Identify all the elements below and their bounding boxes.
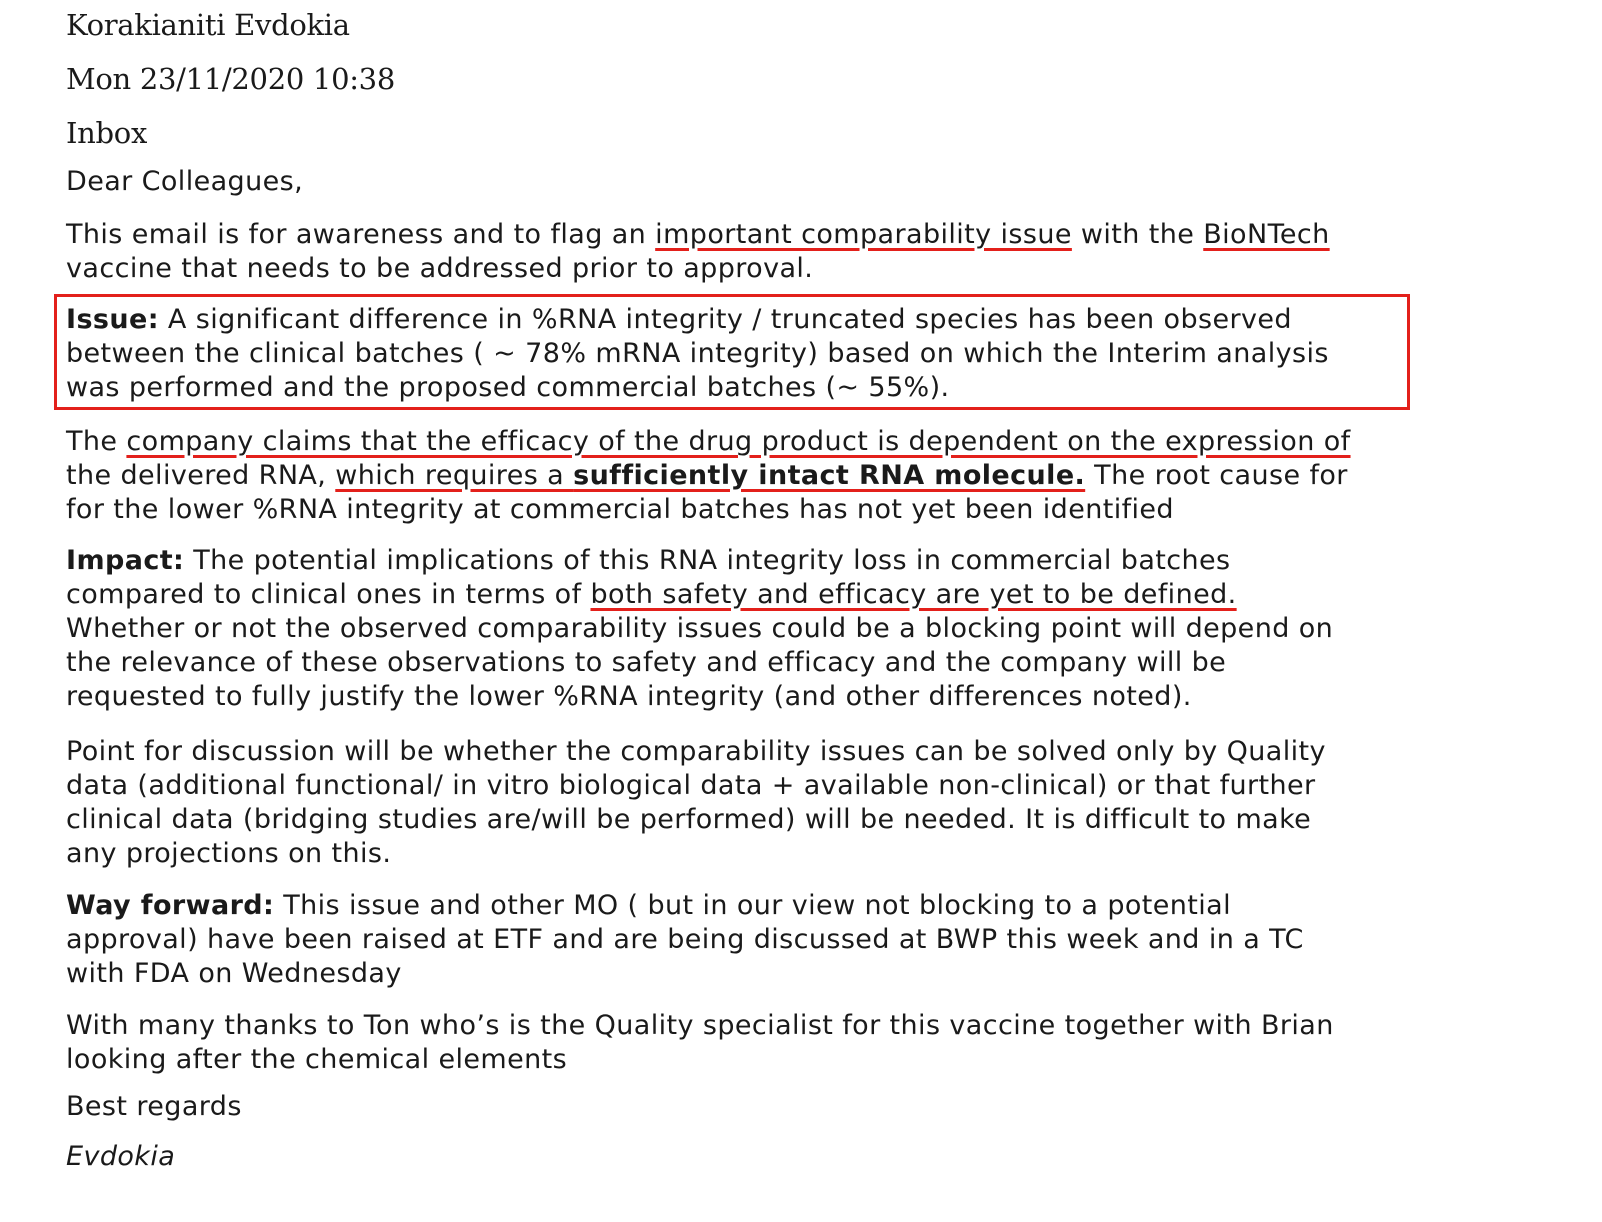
sender-name: Korakianiti Evdokia (66, 8, 350, 42)
discussion-line-2: data (additional functional/ in vitro biological data + available non-clinical) or that further (66, 770, 1316, 801)
closing: Best regards (66, 1091, 242, 1122)
discussion-line-3: clinical data (bridging studies are/will be performed) will be needed. It is difficult to make (66, 804, 1312, 835)
impact-paragraph (66, 544, 1333, 714)
impact-line-1: Impact: The potential implications of this RNA integrity loss in commercial batches (66, 545, 1231, 576)
company-claims-paragraph (66, 425, 1351, 527)
impact-line-2: compared to clinical ones in terms of both safety and efficacy are yet to be defined. (66, 579, 1237, 610)
greeting: Dear Colleagues, (66, 166, 304, 197)
thanks-line-1: With many thanks to Ton who’s is the Quality specialist for this vaccine together with Brian (66, 1010, 1334, 1041)
highlight-safety-efficacy: both safety and efficacy are yet to be defined. (590, 579, 1237, 610)
claims-line-1: The company claims that the efficacy of the drug product is dependent on the expression of (66, 426, 1351, 457)
issue-label: Issue: (66, 304, 159, 335)
highlight-intact-rna: sufficiently intact RNA molecule. (573, 460, 1086, 491)
way-forward-paragraph (66, 889, 1304, 991)
discussion-paragraph (66, 735, 1326, 871)
email-datetime: Mon 23/11/2020 10:38 (66, 62, 395, 96)
impact-line-3: Whether or not the observed comparability issues could be a blocking point will depend on (66, 613, 1334, 644)
intro-paragraph (66, 218, 1330, 286)
way-forward-line-1: Way forward: This issue and other MO ( but in our view not blocking to a potential (66, 890, 1232, 921)
impact-label: Impact: (66, 545, 185, 576)
claims-line-2: the delivered RNA, which requires a sufficiently intact RNA molecule. The root cause for (66, 460, 1348, 491)
discussion-line-4: any projections on this. (66, 838, 392, 869)
highlight-biontech: BioNTech (1203, 219, 1330, 250)
impact-line-5: requested to fully justify the lower %RNA integrity (and other differences noted). (66, 681, 1192, 712)
discussion-line-1: Point for discussion will be whether the comparability issues can be solved only by Quality (66, 736, 1326, 767)
issue-line-2: between the clinical batches ( ~ 78% mRNA integrity) based on which the Interim analysis (66, 338, 1329, 369)
highlight-company-claims: company claims that the efficacy of the drug product is dependent on the expression of (126, 426, 1351, 457)
way-forward-line-2: approval) have been raised at ETF and are being discussed at BWP this week and in a TC (66, 924, 1304, 955)
highlight-comparability-issue: important comparability issue (655, 219, 1072, 250)
way-forward-line-3: with FDA on Wednesday (66, 958, 402, 989)
thanks-paragraph (66, 1009, 1334, 1077)
thanks-line-2: looking after the chemical elements (66, 1044, 568, 1075)
intro-line-1: This email is for awareness and to flag an important comparability issue with the BioNTech (66, 219, 1330, 250)
intro-line-2: vaccine that needs to be addressed prior to approval. (66, 253, 814, 284)
highlight-requires: which requires a (335, 460, 574, 491)
signature: Evdokia (66, 1141, 176, 1172)
way-forward-label: Way forward: (66, 890, 275, 921)
issue-line-3: was performed and the proposed commercial batches (~ 55%). (66, 372, 950, 403)
email-folder: Inbox (66, 116, 148, 150)
claims-line-3: for the lower %RNA integrity at commercial batches has not yet been identified (66, 494, 1174, 525)
impact-line-4: the relevance of these observations to safety and efficacy and the company will be (66, 647, 1227, 678)
issue-line-1: Issue: A significant difference in %RNA integrity / truncated species has been observed (66, 304, 1292, 335)
issue-paragraph (66, 303, 1329, 405)
